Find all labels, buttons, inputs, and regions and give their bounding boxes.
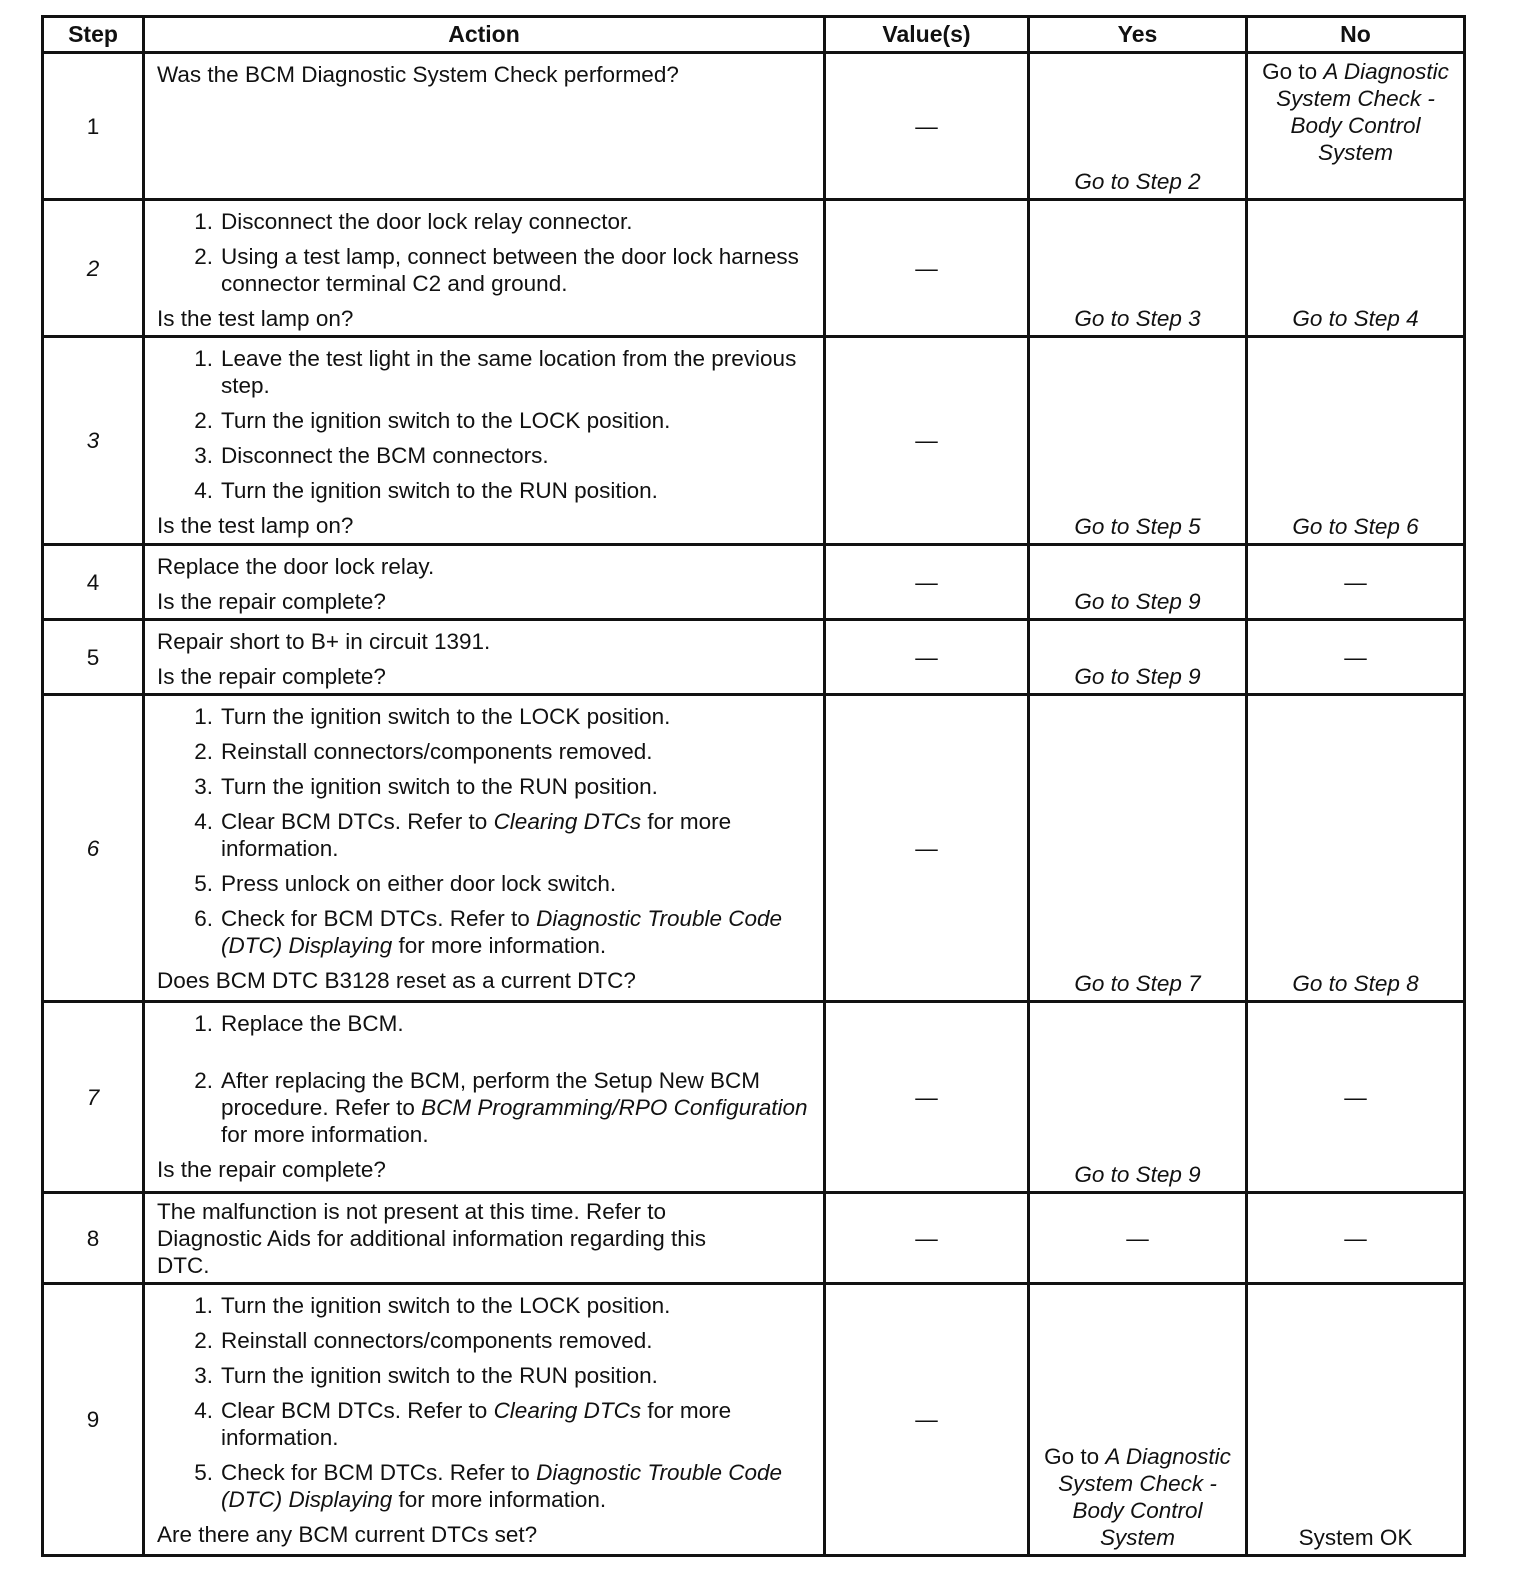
action-question: Is the test lamp on?	[157, 306, 354, 331]
action-text: Replace the door lock relay.	[157, 554, 435, 579]
step-number: 9	[43, 1284, 144, 1556]
action-cell	[144, 337, 825, 545]
value-cell: —	[825, 53, 1029, 200]
list-item: 4. Clear BCM DTCs. Refer to Clearing DTCs for more information.	[194, 1398, 732, 1450]
table-row	[43, 1193, 1465, 1284]
list-item: 2. Turn the ignition switch to the LOCK position.	[194, 408, 671, 433]
ref-link: Clearing DTCs	[493, 809, 642, 834]
table-row	[43, 1284, 1465, 1556]
header-no: No	[1247, 17, 1465, 53]
action-cell	[144, 53, 825, 200]
ref-link: Diagnostic Trouble Code (DTC) Displaying	[221, 906, 783, 958]
list-item: 1. Turn the ignition switch to the LOCK position.	[194, 1293, 671, 1318]
no-link: A Diagnostic System Check - Body Control System	[1276, 59, 1449, 165]
action-question: Is the repair complete?	[157, 1157, 386, 1182]
value-cell: —	[825, 1284, 1029, 1556]
ref-link: Clearing DTCs	[493, 1398, 642, 1423]
yes-cell: Go to Step 9	[1029, 1002, 1247, 1193]
no-cell: —	[1247, 1193, 1465, 1284]
yes-cell: —	[1029, 1193, 1247, 1284]
table-row	[43, 53, 1465, 200]
list-item: 3. Turn the ignition switch to the RUN position.	[194, 1363, 658, 1388]
value-cell: —	[825, 620, 1029, 695]
list-item: 2. Using a test lamp, connect between the door lock harness connector terminal C2 and ground.	[194, 244, 799, 296]
step-number: 6	[43, 695, 144, 1002]
table-row	[43, 1002, 1465, 1193]
action-cell	[144, 620, 825, 695]
list-item: 2. Reinstall connectors/components removed.	[194, 739, 653, 764]
list-item: 1. Disconnect the door lock relay connector.	[194, 209, 633, 234]
yes-cell: Go to Step 9	[1029, 620, 1247, 695]
ref-link: BCM Programming/RPO Configuration	[421, 1095, 808, 1120]
action-text: The malfunction is not present at this time. Refer to Diagnostic Aids for additional information regarding this DTC.	[157, 1199, 707, 1278]
yes-cell: Go to Step 5	[1029, 337, 1247, 545]
table-row	[43, 620, 1465, 695]
no-prefix: Go to	[1262, 59, 1324, 84]
yes-cell: Go to Step 2	[1029, 53, 1247, 200]
list-item: 5. Press unlock on either door lock switch.	[194, 871, 617, 896]
no-cell: —	[1247, 545, 1465, 620]
action-question: Does BCM DTC B3128 reset as a current DTC?	[157, 968, 636, 993]
action-cell	[144, 695, 825, 1002]
yes-cell: Go to Step 3	[1029, 200, 1247, 337]
table-row	[43, 695, 1465, 1002]
yes-cell	[1029, 1284, 1247, 1556]
no-cell: Go to Step 4	[1247, 200, 1465, 337]
value-cell: —	[825, 1002, 1029, 1193]
action-text: Repair short to B+ in circuit 1391.	[157, 629, 491, 654]
action-cell	[144, 200, 825, 337]
header-action: Action	[144, 17, 825, 53]
list-item: 2. Reinstall connectors/components removed.	[194, 1328, 653, 1353]
no-cell: Go to Step 8	[1247, 695, 1465, 1002]
value-cell: —	[825, 545, 1029, 620]
header-row	[43, 17, 1465, 53]
action-cell	[144, 1193, 825, 1284]
list-item: 6. Check for BCM DTCs. Refer to Diagnostic Trouble Code (DTC) Displaying for more information.	[194, 906, 783, 958]
yes-prefix: Go to	[1044, 1444, 1106, 1469]
yes-cell: Go to Step 9	[1029, 545, 1247, 620]
step-number: 7	[43, 1002, 144, 1193]
diagnostic-table	[41, 15, 1466, 1557]
value-cell: —	[825, 337, 1029, 545]
action-question: Is the test lamp on?	[157, 513, 354, 538]
header-step: Step	[43, 17, 144, 53]
ref-link: Diagnostic Trouble Code (DTC) Displaying	[221, 1460, 783, 1512]
step-number: 3	[43, 337, 144, 545]
step-number: 5	[43, 620, 144, 695]
no-cell	[1247, 53, 1465, 200]
no-cell: —	[1247, 620, 1465, 695]
list-item: 3. Turn the ignition switch to the RUN position.	[194, 774, 658, 799]
value-cell: —	[825, 695, 1029, 1002]
list-item: 4. Clear BCM DTCs. Refer to Clearing DTCs for more information.	[194, 809, 732, 861]
table-row	[43, 200, 1465, 337]
step-number: 2	[43, 200, 144, 337]
no-cell: Go to Step 6	[1247, 337, 1465, 545]
step-number: 8	[43, 1193, 144, 1284]
yes-link: A Diagnostic System Check - Body Control System	[1058, 1444, 1231, 1550]
list-item: 1. Replace the BCM.	[194, 1011, 404, 1036]
action-question: Are there any BCM current DTCs set?	[157, 1522, 538, 1547]
no-cell: System OK	[1247, 1284, 1465, 1556]
yes-cell: Go to Step 7	[1029, 695, 1247, 1002]
step-number: 4	[43, 545, 144, 620]
list-item: 5. Check for BCM DTCs. Refer to Diagnostic Trouble Code (DTC) Displaying for more information.	[194, 1460, 783, 1512]
no-cell: —	[1247, 1002, 1465, 1193]
value-cell: —	[825, 1193, 1029, 1284]
action-cell	[144, 545, 825, 620]
action-cell	[144, 1002, 825, 1193]
header-values: Value(s)	[825, 17, 1029, 53]
list-item: 4. Turn the ignition switch to the RUN position.	[194, 478, 658, 503]
table-row	[43, 545, 1465, 620]
action-question: Was the BCM Diagnostic System Check performed?	[157, 62, 679, 87]
step-number: 1	[43, 53, 144, 200]
value-cell: —	[825, 200, 1029, 337]
list-item: 1. Turn the ignition switch to the LOCK position.	[194, 704, 671, 729]
action-cell	[144, 1284, 825, 1556]
list-item: 3. Disconnect the BCM connectors.	[194, 443, 549, 468]
list-item: 1. Leave the test light in the same location from the previous step.	[194, 346, 797, 398]
action-question: Is the repair complete?	[157, 664, 386, 689]
table-row	[43, 337, 1465, 545]
header-yes: Yes	[1029, 17, 1247, 53]
action-question: Is the repair complete?	[157, 589, 386, 614]
list-item: 2. After replacing the BCM, perform the Setup New BCM procedure. Refer to BCM Programming/RPO Configuration for more information.	[194, 1068, 808, 1147]
